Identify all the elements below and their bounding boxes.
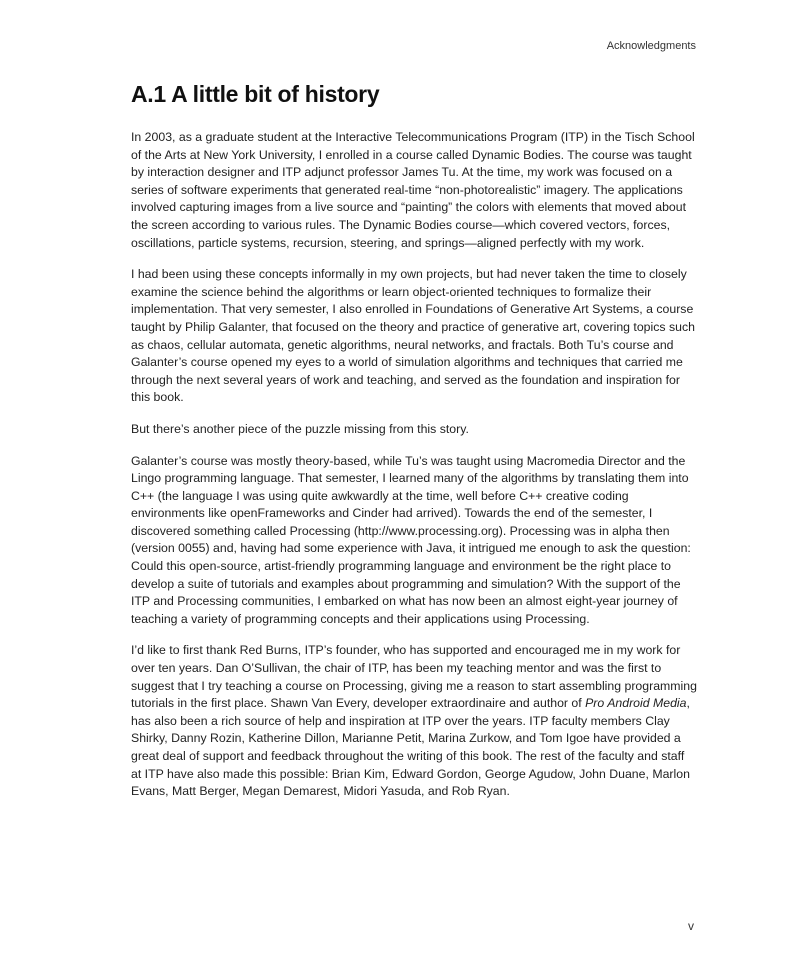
book-title-italic: Pro Android Media	[585, 696, 687, 711]
paragraph-5	[131, 642, 697, 800]
paragraph-5-text-before: I’d like to first thank Red Burns, ITP’s founder, who has supported and encouraged me in my work for over ten years. Dan O’Sullivan, the chair of ITP, has been my teaching mentor and was the first to suggest that I try teaching a course on Processing, giving me a reason to start assembling programming tutorials in the first place. Shawn Van Every, developer extraordinaire and author of	[131, 643, 697, 711]
section-title: A.1 A little bit of history	[131, 81, 380, 107]
page-content	[131, 80, 697, 815]
page-number: v	[688, 919, 694, 933]
paragraph-1: In 2003, as a graduate student at the Interactive Telecommunications Program (ITP) in the Tisch School of the Arts at New York University, I enrolled in a course called Dynamic Bodies. The course was taught by interaction designer and ITP adjunct professor James Tu. At the time, my work was focused on a series of software experiments that generated real-time “non-photorealistic” imagery. The applications involved capturing images from a live source and “painting” the colors with elements that moved about the screen according to various rules. The Dynamic Bodies course—which covered vectors, forces, oscillations, particle systems, recursion, steering, and springs—aligned perfectly with my work.	[131, 130, 695, 250]
paragraph-5-text-after: , has also been a rich source of help and inspiration at ITP over the years. ITP faculty members Clay Shirky, Danny Rozin, Katherine Dillon, Marianne Petit, Marina Zurkow, and Tom Igoe have provided a great deal of support and feedback throughout the writing of this book. The rest of the faculty and staff at ITP have also made this possible: Brian Kim, Edward Gordon, George Agudow, John Duane, Marlon Evans, Matt Berger, Megan Demarest, Midori Yasuda, and Rob Ryan.	[131, 696, 690, 799]
running-header: Acknowledgments	[606, 40, 696, 52]
paragraph-4: Galanter’s course was mostly theory-based, while Tu’s was taught using Macromedia Director and the Lingo programming language. That semester, I learned many of the algorithms by translating them into C++ (the language I was using quite awkwardly at the time, well before C++ creative coding environments like openFrameworks and Cinder had arrived). Towards the end of the semester, I discovered something called Processing (http://www.processing.org). Processing was in alpha then (version 0055) and, having had some experience with Java, it intrigued me enough to ask the question: Could this open-source, artist-friendly programming language and environment be the right place to develop a suite of tutorials and examples about programming and simulation? With the support of the ITP and Processing communities, I embarked on what has now been an almost eight-year journey of teaching a variety of programming concepts and their applications using Processing.	[131, 453, 691, 626]
paragraph-2: I had been using these concepts informally in my own projects, but had never taken the time to closely examine the science behind the algorithms or learn object-oriented techniques to formalize their implementation. That very semester, I also enrolled in Foundations of Generative Art Systems, a course taught by Philip Galanter, that focused on the theory and practice of generative art, covering topics such as chaos, cellular automata, genetic algorithms, neural networks, and fractals. Both Tu’s course and Galanter’s course opened my eyes to a world of simulation algorithms and techniques that carried me through the next several years of work and teaching, and served as the foundation and inspiration for this book.	[131, 267, 695, 405]
paragraph-3: But there’s another piece of the puzzle missing from this story.	[131, 421, 469, 436]
